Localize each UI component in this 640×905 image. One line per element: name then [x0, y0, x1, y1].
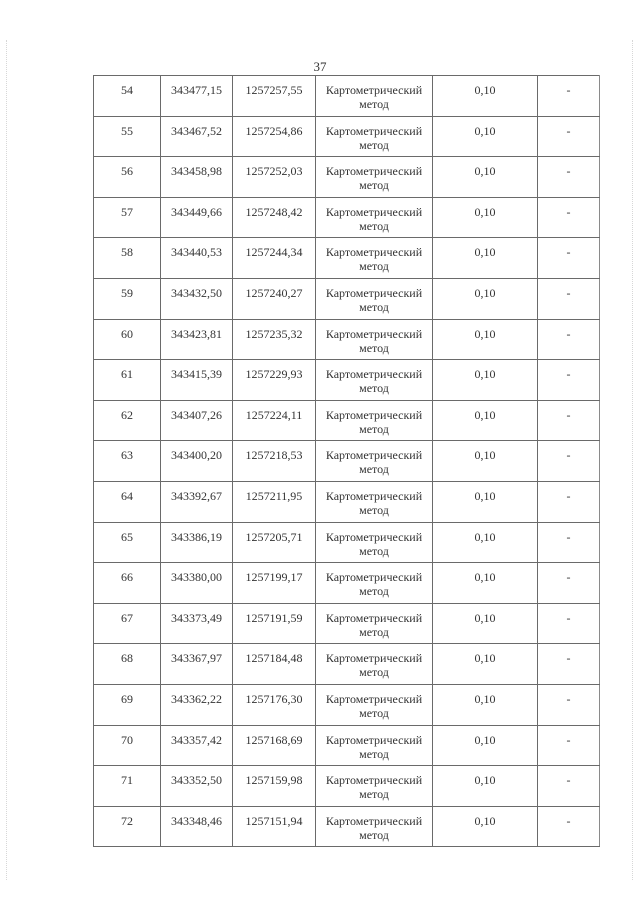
x-coordinate-cell [161, 684, 233, 725]
method-line-1: Картометрический [325, 204, 423, 219]
accuracy-cell [433, 563, 538, 604]
method-line-1: Картометрический [325, 651, 423, 666]
method-line-2: метод [359, 584, 389, 599]
point-number-text: 62 [121, 407, 133, 422]
y-coordinate-text: 1257151,94 [245, 813, 303, 828]
y-coordinate-cell [233, 76, 316, 117]
note-cell [538, 360, 600, 401]
table-row [94, 644, 600, 685]
y-coordinate-cell [233, 319, 316, 360]
method-line-1: Картометрический [325, 529, 423, 544]
x-coordinate-text: 343386,19 [171, 529, 222, 544]
accuracy-text: 0,10 [474, 407, 496, 422]
method-line-2: метод [359, 665, 389, 680]
left-margin-line [6, 40, 7, 880]
note-text: - [566, 610, 571, 625]
accuracy-text: 0,10 [474, 651, 496, 666]
method-line-1: Картометрический [325, 164, 423, 179]
note-cell [538, 603, 600, 644]
y-coordinate-text: 1257248,42 [245, 204, 303, 219]
method-line-1: Картометрический [325, 488, 423, 503]
y-coordinate-text: 1257199,17 [245, 570, 303, 585]
y-coordinate-cell [233, 197, 316, 238]
y-coordinate-cell [233, 522, 316, 563]
note-text: - [566, 813, 571, 828]
note-cell [538, 238, 600, 279]
method-text [316, 523, 432, 558]
x-coordinate-cell [161, 522, 233, 563]
method-line-2: метод [359, 218, 389, 233]
x-coordinate-text: 343415,39 [171, 367, 222, 382]
x-coordinate-cell [161, 197, 233, 238]
method-line-1: Картометрический [325, 326, 423, 341]
y-coordinate-cell [233, 238, 316, 279]
note-cell [538, 197, 600, 238]
x-coordinate-cell [161, 806, 233, 847]
note-cell [538, 319, 600, 360]
table-row [94, 563, 600, 604]
note-text: - [566, 83, 571, 97]
table-row [94, 441, 600, 482]
x-coordinate-cell [161, 400, 233, 441]
method-line-2: метод [359, 787, 389, 802]
x-coordinate-text: 343467,52 [171, 123, 222, 138]
point-number-cell [94, 116, 161, 157]
method-cell [316, 238, 433, 279]
method-line-1: Картометрический [325, 813, 423, 828]
x-coordinate-cell [161, 278, 233, 319]
note-cell [538, 644, 600, 685]
method-line-2: метод [359, 259, 389, 274]
accuracy-text: 0,10 [474, 570, 496, 585]
y-coordinate-cell [233, 157, 316, 198]
x-coordinate-text: 343367,97 [171, 651, 222, 666]
method-line-2: метод [359, 705, 389, 720]
point-number-cell [94, 481, 161, 522]
accuracy-cell [433, 197, 538, 238]
accuracy-text: 0,10 [474, 813, 496, 828]
method-cell [316, 522, 433, 563]
method-text [316, 117, 432, 152]
y-coordinate-cell [233, 441, 316, 482]
x-coordinate-cell [161, 603, 233, 644]
point-number-text: 56 [121, 164, 133, 179]
method-cell [316, 319, 433, 360]
note-text: - [566, 367, 571, 382]
table-row [94, 481, 600, 522]
method-line-1: Картометрический [325, 691, 423, 706]
method-text [316, 320, 432, 355]
table-row [94, 360, 600, 401]
point-number-text: 63 [121, 448, 133, 463]
method-text [316, 157, 432, 192]
note-text: - [566, 732, 571, 747]
note-text: - [566, 448, 571, 463]
method-text [316, 198, 432, 233]
y-coordinate-cell [233, 400, 316, 441]
point-number-text: 72 [121, 813, 133, 828]
method-cell [316, 116, 433, 157]
accuracy-cell [433, 360, 538, 401]
method-cell [316, 684, 433, 725]
point-number-cell [94, 522, 161, 563]
accuracy-text: 0,10 [474, 245, 496, 260]
method-line-1: Картометрический [325, 285, 423, 300]
point-number-cell [94, 400, 161, 441]
method-cell [316, 644, 433, 685]
y-coordinate-text: 1257184,48 [245, 651, 303, 666]
table-row [94, 725, 600, 766]
x-coordinate-text: 343380,00 [171, 570, 222, 585]
method-line-1: Картометрический [325, 570, 423, 585]
point-number-text: 58 [121, 245, 133, 260]
method-text [316, 604, 432, 639]
y-coordinate-text: 1257229,93 [245, 367, 303, 382]
y-coordinate-cell [233, 684, 316, 725]
note-cell [538, 725, 600, 766]
x-coordinate-cell [161, 644, 233, 685]
x-coordinate-text: 343348,46 [171, 813, 222, 828]
table-row [94, 116, 600, 157]
point-number-text: 57 [121, 204, 133, 219]
table-row [94, 806, 600, 847]
point-number-text: 68 [121, 651, 133, 666]
note-text: - [566, 773, 571, 788]
x-coordinate-cell [161, 238, 233, 279]
note-text: - [566, 691, 571, 706]
method-text [316, 644, 432, 679]
note-cell [538, 157, 600, 198]
note-cell [538, 766, 600, 807]
point-number-cell [94, 644, 161, 685]
table-row [94, 400, 600, 441]
method-cell [316, 481, 433, 522]
accuracy-text: 0,10 [474, 164, 496, 179]
accuracy-cell [433, 684, 538, 725]
note-cell [538, 76, 600, 117]
method-cell [316, 806, 433, 847]
table-row [94, 157, 600, 198]
right-margin-line [632, 40, 633, 880]
method-line-1: Картометрический [325, 123, 423, 138]
note-text: - [566, 204, 571, 219]
note-text: - [566, 529, 571, 544]
accuracy-cell [433, 319, 538, 360]
method-cell [316, 278, 433, 319]
method-text [316, 441, 432, 476]
page-number: 37 [313, 59, 327, 74]
method-text [316, 563, 432, 598]
table-row [94, 197, 600, 238]
accuracy-text: 0,10 [474, 326, 496, 341]
note-cell [538, 116, 600, 157]
method-text [316, 685, 432, 720]
method-text [316, 279, 432, 314]
y-coordinate-text: 1257252,03 [245, 164, 303, 179]
note-cell [538, 563, 600, 604]
x-coordinate-cell [161, 766, 233, 807]
y-coordinate-text: 1257235,32 [245, 326, 303, 341]
note-text: - [566, 164, 571, 179]
method-text [316, 726, 432, 761]
note-cell [538, 441, 600, 482]
table-row [94, 522, 600, 563]
x-coordinate-text: 343423,81 [171, 326, 222, 341]
note-text: - [566, 285, 571, 300]
accuracy-cell [433, 766, 538, 807]
y-coordinate-text: 1257191,59 [245, 610, 303, 625]
method-text [316, 807, 432, 842]
accuracy-text: 0,10 [474, 732, 496, 747]
note-cell [538, 278, 600, 319]
accuracy-cell [433, 238, 538, 279]
note-cell [538, 806, 600, 847]
y-coordinate-cell [233, 278, 316, 319]
point-number-cell [94, 563, 161, 604]
accuracy-cell [433, 481, 538, 522]
x-coordinate-cell [161, 563, 233, 604]
method-text [316, 360, 432, 395]
y-coordinate-cell [233, 563, 316, 604]
accuracy-text: 0,10 [474, 285, 496, 300]
accuracy-cell [433, 441, 538, 482]
method-line-2: метод [359, 502, 389, 517]
table-row [94, 278, 600, 319]
point-number-cell [94, 278, 161, 319]
accuracy-cell [433, 725, 538, 766]
accuracy-cell [433, 76, 538, 117]
method-text [316, 766, 432, 801]
coordinates-table [93, 75, 600, 847]
y-coordinate-text: 1257224,11 [245, 407, 303, 422]
x-coordinate-text: 343432,50 [171, 285, 222, 300]
method-cell [316, 360, 433, 401]
method-line-1: Картометрический [325, 83, 423, 97]
x-coordinate-cell [161, 319, 233, 360]
y-coordinate-text: 1257176,30 [245, 691, 303, 706]
method-text [316, 76, 432, 111]
point-number-cell [94, 76, 161, 117]
method-text [316, 482, 432, 517]
method-line-1: Картометрический [325, 732, 423, 747]
note-text: - [566, 326, 571, 341]
method-line-1: Картометрический [325, 407, 423, 422]
accuracy-text: 0,10 [474, 83, 496, 97]
accuracy-text: 0,10 [474, 773, 496, 788]
x-coordinate-text: 343373,49 [171, 610, 222, 625]
accuracy-cell [433, 157, 538, 198]
note-text: - [566, 245, 571, 260]
table-row [94, 76, 600, 117]
method-line-2: метод [359, 746, 389, 761]
method-line-2: метод [359, 624, 389, 639]
method-line-2: метод [359, 340, 389, 355]
accuracy-text: 0,10 [474, 123, 496, 138]
method-line-2: метод [359, 137, 389, 152]
point-number-text: 61 [121, 367, 133, 382]
method-line-2: метод [359, 421, 389, 436]
x-coordinate-text: 343362,22 [171, 691, 222, 706]
method-line-2: метод [359, 178, 389, 193]
method-line-1: Картометрический [325, 448, 423, 463]
note-text: - [566, 407, 571, 422]
y-coordinate-text: 1257168,69 [245, 732, 303, 747]
accuracy-text: 0,10 [474, 448, 496, 463]
y-coordinate-cell [233, 360, 316, 401]
method-text [316, 238, 432, 273]
point-number-text: 59 [121, 285, 133, 300]
x-coordinate-cell [161, 481, 233, 522]
accuracy-text: 0,10 [474, 367, 496, 382]
method-cell [316, 441, 433, 482]
y-coordinate-text: 1257218,53 [245, 448, 303, 463]
y-coordinate-cell [233, 766, 316, 807]
x-coordinate-text: 343407,26 [171, 407, 222, 422]
x-coordinate-text: 343477,15 [171, 83, 222, 97]
point-number-text: 64 [121, 488, 133, 503]
x-coordinate-cell [161, 441, 233, 482]
method-line-2: метод [359, 381, 389, 396]
y-coordinate-cell [233, 116, 316, 157]
y-coordinate-text: 1257254,86 [245, 123, 303, 138]
y-coordinate-text: 1257257,55 [245, 83, 303, 97]
x-coordinate-cell [161, 116, 233, 157]
method-cell [316, 766, 433, 807]
y-coordinate-cell [233, 481, 316, 522]
note-cell [538, 522, 600, 563]
table-row [94, 319, 600, 360]
y-coordinate-text: 1257159,98 [245, 773, 303, 788]
point-number-cell [94, 766, 161, 807]
note-cell [538, 400, 600, 441]
note-text: - [566, 488, 571, 503]
method-line-2: метод [359, 97, 389, 111]
accuracy-text: 0,10 [474, 204, 496, 219]
method-cell [316, 603, 433, 644]
method-line-2: метод [359, 462, 389, 477]
table-row [94, 238, 600, 279]
method-text [316, 401, 432, 436]
method-line-1: Картометрический [325, 610, 423, 625]
y-coordinate-text: 1257244,34 [245, 245, 303, 260]
note-cell [538, 684, 600, 725]
y-coordinate-text: 1257205,71 [245, 529, 303, 544]
x-coordinate-cell [161, 76, 233, 117]
point-number-cell [94, 684, 161, 725]
accuracy-text: 0,10 [474, 529, 496, 544]
point-number-cell [94, 441, 161, 482]
x-coordinate-text: 343440,53 [171, 245, 222, 260]
point-number-cell [94, 725, 161, 766]
note-text: - [566, 570, 571, 585]
table-row [94, 766, 600, 807]
y-coordinate-cell [233, 644, 316, 685]
y-coordinate-cell [233, 806, 316, 847]
y-coordinate-cell [233, 603, 316, 644]
x-coordinate-text: 343352,50 [171, 773, 222, 788]
coordinates-table-body [94, 76, 600, 847]
method-line-2: метод [359, 543, 389, 558]
point-number-cell [94, 603, 161, 644]
method-line-2: метод [359, 827, 389, 842]
table-row [94, 684, 600, 725]
method-cell [316, 197, 433, 238]
table-row [94, 603, 600, 644]
point-number-cell [94, 319, 161, 360]
note-text: - [566, 123, 571, 138]
point-number-text: 55 [121, 123, 133, 138]
accuracy-text: 0,10 [474, 691, 496, 706]
point-number-cell [94, 238, 161, 279]
x-coordinate-cell [161, 725, 233, 766]
method-cell [316, 76, 433, 117]
y-coordinate-cell [233, 725, 316, 766]
point-number-text: 71 [121, 773, 133, 788]
method-line-2: метод [359, 299, 389, 314]
point-number-cell [94, 806, 161, 847]
x-coordinate-cell [161, 157, 233, 198]
point-number-text: 69 [121, 691, 133, 706]
accuracy-cell [433, 603, 538, 644]
note-text: - [566, 651, 571, 666]
point-number-text: 70 [121, 732, 133, 747]
point-number-text: 60 [121, 326, 133, 341]
y-coordinate-text: 1257240,27 [245, 285, 303, 300]
note-cell [538, 481, 600, 522]
point-number-text: 65 [121, 529, 133, 544]
point-number-text: 67 [121, 610, 133, 625]
method-cell [316, 563, 433, 604]
accuracy-cell [433, 278, 538, 319]
x-coordinate-text: 343449,66 [171, 204, 222, 219]
point-number-text: 66 [121, 570, 133, 585]
accuracy-cell [433, 806, 538, 847]
point-number-cell [94, 157, 161, 198]
accuracy-cell [433, 400, 538, 441]
accuracy-cell [433, 522, 538, 563]
x-coordinate-cell [161, 360, 233, 401]
accuracy-text: 0,10 [474, 610, 496, 625]
x-coordinate-text: 343392,67 [171, 488, 222, 503]
x-coordinate-text: 343400,20 [171, 448, 222, 463]
method-cell [316, 400, 433, 441]
point-number-cell [94, 197, 161, 238]
x-coordinate-text: 343458,98 [171, 164, 222, 179]
x-coordinate-text: 343357,42 [171, 732, 222, 747]
method-line-1: Картометрический [325, 773, 423, 788]
method-cell [316, 157, 433, 198]
method-cell [316, 725, 433, 766]
point-number-text: 54 [121, 83, 133, 97]
accuracy-cell [433, 644, 538, 685]
accuracy-cell [433, 116, 538, 157]
y-coordinate-text: 1257211,95 [245, 488, 303, 503]
accuracy-text: 0,10 [474, 488, 496, 503]
point-number-cell [94, 360, 161, 401]
method-line-1: Картометрический [325, 367, 423, 382]
method-line-1: Картометрический [325, 245, 423, 260]
